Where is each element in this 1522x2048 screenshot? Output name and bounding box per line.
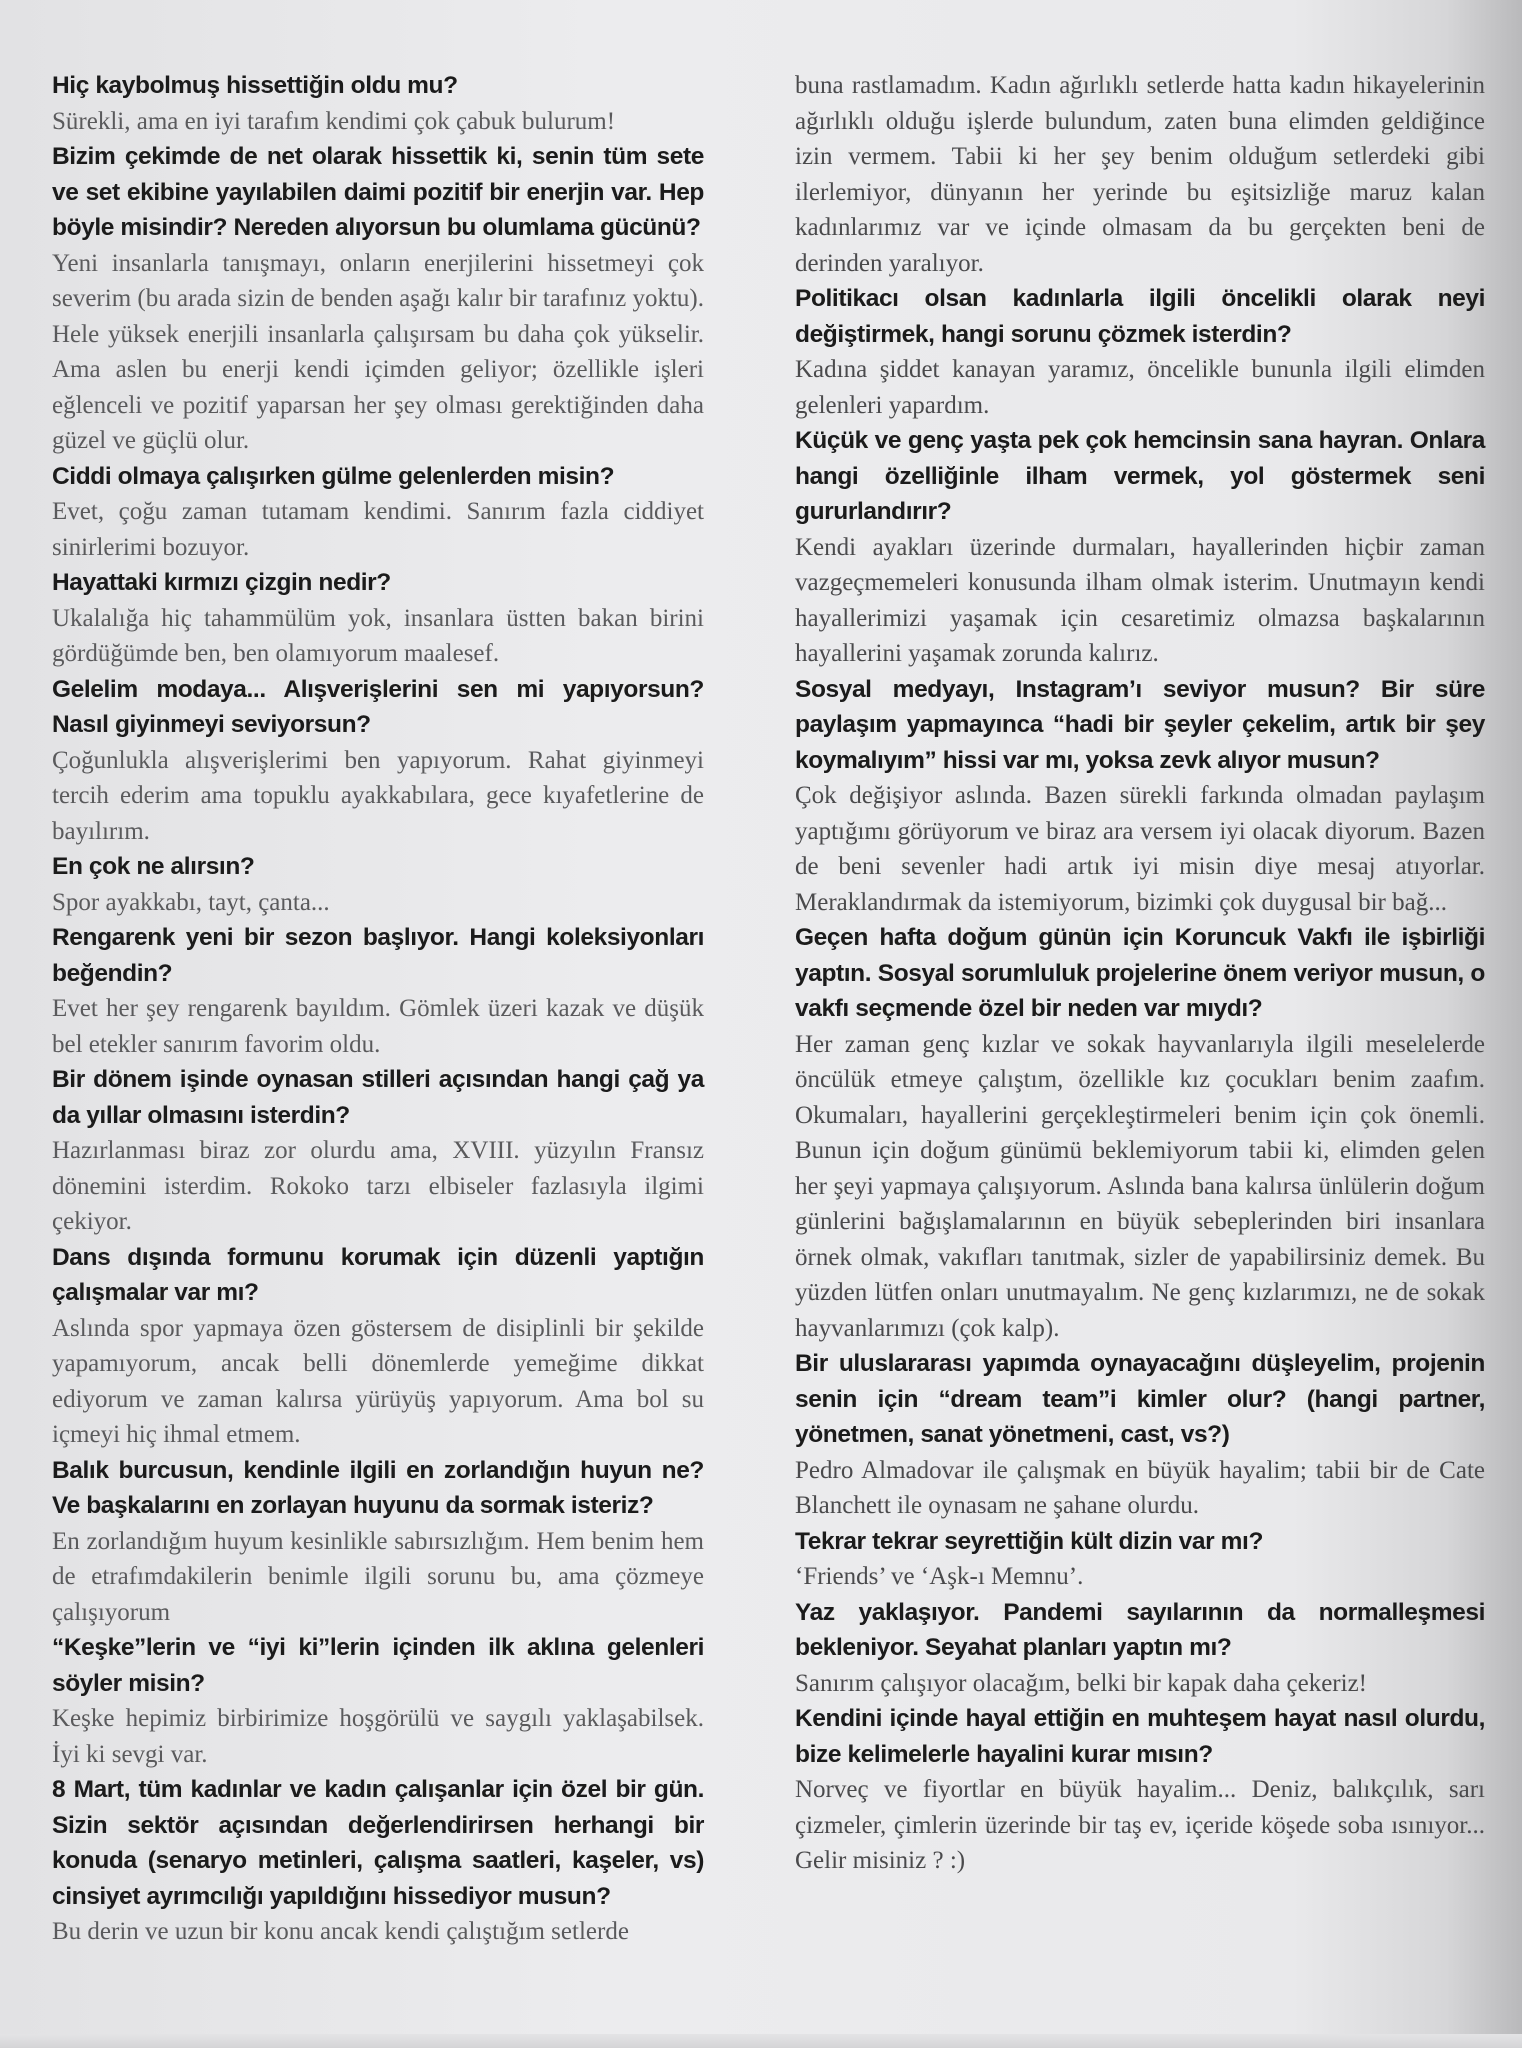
page-bottom-edge <box>0 2034 1522 2048</box>
interview-answer: Ukalalığa hiç tahammülüm yok, insanlara üstten bakan birini gördüğümde ben, ben olamıyorum maalesef. <box>52 604 704 667</box>
interview-answer: buna rastlamadım. Kadın ağırlıklı setlerde hatta kadın hikayelerinin ağırlıklı olduğu işlerde bulundum, zaten buna elimden geldiğince izin vermem. Tabii ki her şey benim olduğum setlerdeki gibi ilerlemiyor, dünyanın her yerinde bu eşitsizliğe maruz kalan kadınlarımız var ve içinde olmasam da bu gerçekten beni de derinden yaralıyor. <box>795 72 1485 277</box>
interview-question: Kendini içinde hayal ettiğin en muhteşem hayat nasıl olurdu, bize kelimelerle hayalini kurar mısın? <box>795 1705 1485 1768</box>
interview-answer: Pedro Almadovar ile çalışmak en büyük hayalim; tabii bir de Cate Blanchett ile oynasam ne şahane olurdu. <box>795 1456 1485 1519</box>
interview-question: Tekrar tekrar seyrettiğin kült dizin var mı? <box>795 1527 1264 1555</box>
interview-question: “Keşke”lerin ve “iyi ki”lerin içinden ilk aklına gelenleri söyler misin? <box>52 1634 704 1697</box>
interview-question: Bir uluslararası yapımda oynayacağını düşleyelim, projenin senin için “dream team”i kimler olur? (hangi partner, yönetmen, sanat yönetmeni, cast, vs?) <box>795 1350 1485 1448</box>
interview-answer: Spor ayakkabı, tayt, çanta... <box>52 888 330 916</box>
interview-answer: Sanırım çalışıyor olacağım, belki bir kapak daha çekeriz! <box>795 1669 1367 1697</box>
interview-question: Sosyal medyayı, Instagram’ı seviyor musun? Bir süre paylaşım yapmayınca “hadi bir şeyler çekelim, artık bir şey koymalıyım” hissi var mı, yoksa zevk alıyor musun? <box>795 675 1485 774</box>
interview-answer: Çok değişiyor aslında. Bazen sürekli farkında olmadan paylaşım yaptığımı görüyorum ve biraz ara versem iyi olacak diyorum. Bazen de beni sevenler hadi artık iyi misin diye mesaj atıyorlar. Meraklandırmak da istemiyorum, bizimki çok duygusal bir bağ... <box>795 782 1485 916</box>
interview-question: Hiç kaybolmuş hissettiğin oldu mu? <box>52 72 458 99</box>
interview-question: Gelelim modaya... Alışverişlerini sen mi yapıyorsun? Nasıl giyinmeyi seviyorsun? <box>52 675 704 738</box>
interview-question: Ciddi olmaya çalışırken gülme gelenlerden misin? <box>52 462 615 490</box>
interview-question: Yaz yaklaşıyor. Pandemi sayılarının da normalleşmesi bekleniyor. Seyahat planları yaptın mı? <box>795 1598 1485 1661</box>
interview-answer: Kendi ayakları üzerinde durmaları, hayallerinden hiçbir zaman vazgeçmemeleri konusunda ilham olmak isterim. Unutmayın kendi hayallerimizi yaşamak için cesaretimiz olmazsa başkalarının hayallerini yaşamak zorunda kalırız. <box>795 533 1485 667</box>
interview-question: Dans dışında formunu korumak için düzenli yaptığın çalışmalar var mı? <box>52 1243 704 1306</box>
interview-question: 8 Mart, tüm kadınlar ve kadın çalışanlar için özel bir gün. Sizin sektör açısından değerlendirirsen herhangi bir konuda (senaryo metinleri, çalışma saatleri, kaşeler, vs) cinsiyet ayrımcılığı yapıldığını hissediyor musun? <box>52 1776 704 1910</box>
right-column <box>795 68 1485 1879</box>
interview-question: Küçük ve genç yaşta pek çok hemcinsin sana hayran. Onlara hangi özelliğinle ilham vermek, yol göstermek seni gururlandırır? <box>795 427 1485 525</box>
interview-answer: Her zaman genç kızlar ve sokak hayvanlarıyla ilgili meselelerde öncülük etmeye çalıştım, özellikle kız çocukları benim zaafım. Okumaları, hayallerini gerçekleştirmeleri benim için çok önemli. Bunun için doğum günümü beklemiyorum tabii ki, elimden gelen her şeyi yapmaya çalışıyorum. Aslında bana kalırsa ünlülerin doğum günlerini bağışlamalarının en büyük sebeplerinden biri insanlara örnek olmak, vakıfları tanıtmak, sizler de yapabilirsiniz demek. Bu yüzden lütfen onları unutmayalım. Ne genç kızlarımızı, ne de sokak hayvanlarımızı (çok kalp). <box>795 1030 1485 1342</box>
interview-answer: ‘Friends’ ve ‘Aşk-ı Memnu’. <box>795 1563 1084 1590</box>
interview-answer: En zorlandığım huyum kesinlikle sabırsızlığım. Hem benim hem de etrafımdakilerin benimle ilgili sorunu bu, ama çözmeye çalışıyorum <box>52 1527 704 1626</box>
interview-answer: Hazırlanması biraz zor olurdu ama, XVIII. yüzyılın Fransız dönemini isterdim. Rokoko tarzı elbiseler fazlasıyla ilgimi çekiyor. <box>52 1137 704 1235</box>
interview-answer: Çoğunlukla alışverişlerimi ben yapıyorum. Rahat giyinmeyi tercih ederim ama topuklu ayakkabılara, gece kıyafetlerine de bayılırım. <box>52 746 704 845</box>
interview-question: Geçen hafta doğum günün için Koruncuk Vakfı ile işbirliği yaptın. Sosyal sorumluluk projelerine önem veriyor musun, o vakfı seçmende özel bir neden var mıydı? <box>795 924 1485 1022</box>
interview-answer: Kadına şiddet kanayan yaramız, öncelikle bununla ilgili elimden gelenleri yapardım. <box>795 356 1485 419</box>
interview-answer: Bu derin ve uzun bir konu ancak kendi çalıştığım setlerde <box>52 1918 629 1945</box>
interview-question: Bir dönem işinde oynasan stilleri açısından hangi çağ ya da yıllar olmasını isterdin? <box>52 1066 704 1129</box>
interview-answer: Evet, çoğu zaman tutamam kendimi. Sanırım fazla ciddiyet sinirlerimi bozuyor. <box>52 498 704 561</box>
interview-answer: Aslında spor yapmaya özen göstersem de disiplinli bir şekilde yapamıyorum, ancak belli dönemlerde yemeğime dikkat ediyorum ve zaman kalırsa yürüyüş yapıyorum. Ama bol su içmeyi hiç ihmal etmem. <box>52 1314 704 1448</box>
interview-question: Balık burcusun, kendinle ilgili en zorlandığın huyun ne? Ve başkalarını en zorlayan huyunu da sormak isteriz? <box>52 1456 704 1519</box>
interview-answer: Keşke hepimiz birbirimize hoşgörülü ve saygılı yaklaşabilsek. İyi ki sevgi var. <box>52 1705 704 1768</box>
interview-answer: Norveç ve fiyortlar en büyük hayalim... Deniz, balıkçılık, sarı çizmeler, çimlerin üzerinde bir taş ev, içeride köşede soba ısınıyor... Gelir misiniz ? :) <box>795 1776 1485 1874</box>
left-column <box>52 68 704 1950</box>
interview-question: Politikacı olsan kadınlarla ilgili öncelikli olarak neyi değiştirmek, hangi sorunu çözmek isterdin? <box>795 285 1485 348</box>
interview-question: Rengarenk yeni bir sezon başlıyor. Hangi koleksiyonları beğendin? <box>52 924 704 987</box>
interview-question: Bizim çekimde de net olarak hissettik ki, senin tüm sete ve set ekibine yayılabilen daimi pozitif bir enerjin var. Hep böyle misindir? Nereden alıyorsun bu olumlama gücünü? <box>52 143 704 241</box>
interview-answer: Sürekli, ama en iyi tarafım kendimi çok çabuk bulurum! <box>52 107 616 135</box>
interview-question: Hayattaki kırmızı çizgin nedir? <box>52 569 391 596</box>
interview-question: En çok ne alırsın? <box>52 853 255 880</box>
interview-answer: Yeni insanlarla tanışmayı, onların enerjilerini hissetmeyi çok severim (bu arada sizin de benden aşağı kalır bir tarafınız yoktu). Hele yüksek enerjili insanlarla çalışırsam bu daha çok yükselir. Ama aslen bu enerji kendi içimden geliyor; özellikle işleri eğlenceli ve pozitif yaparsan her şey olması gerektiğinden daha güzel ve güçlü olur. <box>52 249 704 454</box>
interview-answer: Evet her şey rengarenk bayıldım. Gömlek üzeri kazak ve düşük bel etekler sanırım favorim oldu. <box>52 995 704 1058</box>
